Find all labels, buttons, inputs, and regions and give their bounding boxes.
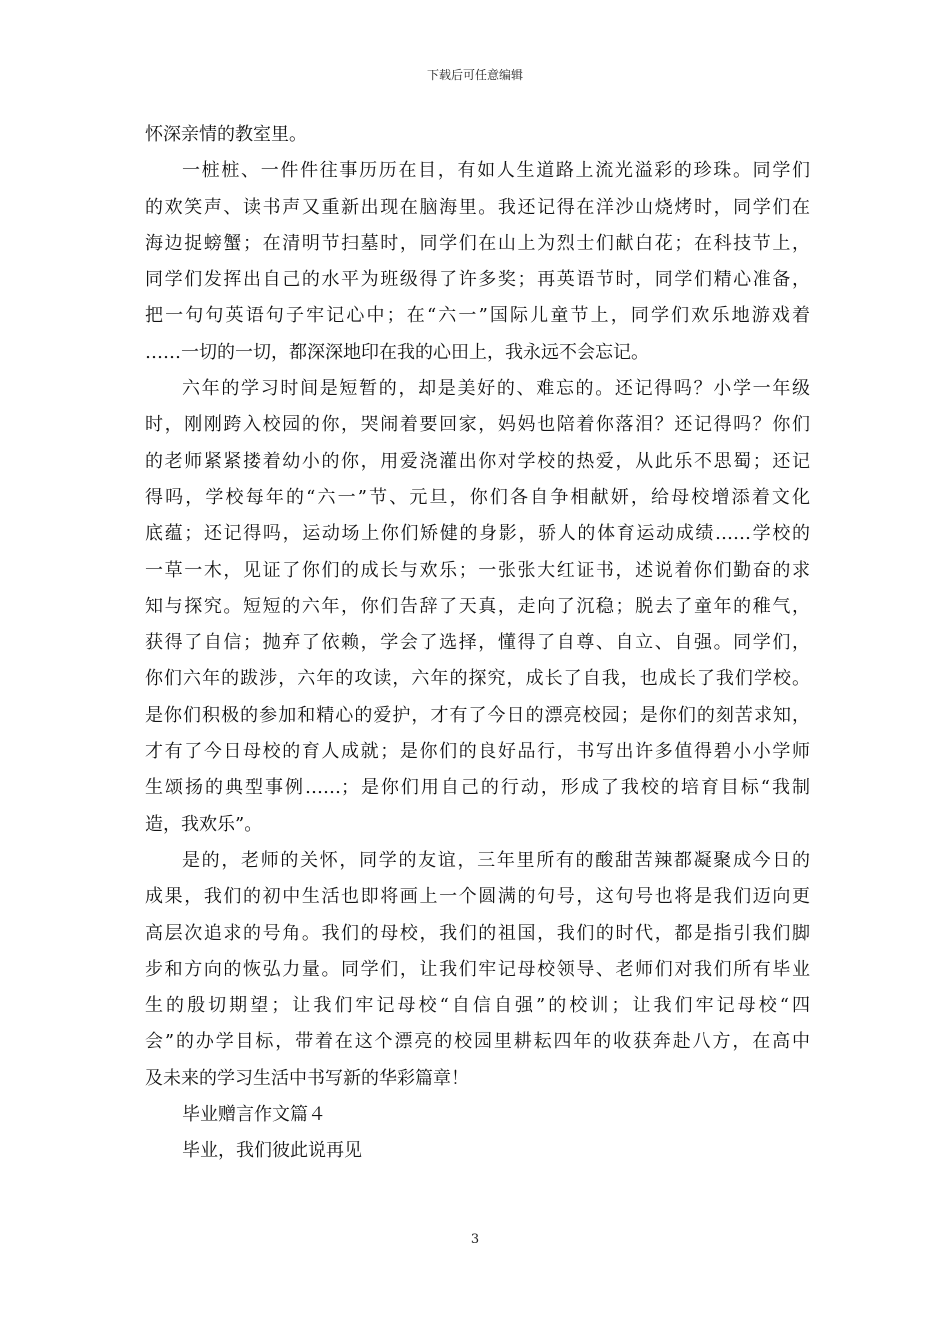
paragraph: [145, 153, 810, 371]
text-line: 把一句句英语句子牢记心中；在“六一”国际儿童节上，同学们欢乐地游戏着: [145, 305, 810, 327]
page-header: 下载后可任意编辑: [426, 68, 523, 82]
text-line: 会”的办学目标，带着在这个漂亮的校园里耕耘四年的收获奔赴八方，在高中: [145, 1031, 810, 1053]
text-line: 才有了今日母校的育人成就；是你们的良好品行，书写出许多值得碧小小学师: [145, 741, 810, 763]
paragraph: [145, 1133, 810, 1169]
text-line: 生颂扬的典型事例……；是你们用自己的行动，形成了我校的培育目标“我制: [145, 777, 810, 799]
text-line: 六年的学习时间是短暂的，却是美好的、难忘的。还记得吗？小学一年级: [182, 378, 810, 400]
text-line: 是你们积极的参加和精心的爱护，才有了今日的漂亮校园；是你们的刻苦求知，: [145, 704, 810, 726]
text-line: 是的，老师的关怀，同学的友谊，三年里所有的酸甜苦辣都凝聚成今日的: [182, 849, 810, 871]
text-line: 海边捉螃蟹；在清明节扫墓时，同学们在山上为烈士们献白花；在科技节上，: [145, 232, 810, 254]
text-line: 生的殷切期望；让我们牢记母校“自信自强”的校训；让我们牢记母校“四: [145, 995, 810, 1017]
text-line: 同学们发挥出自己的水平为班级得了许多奖；再英语节时，同学们精心准备，: [145, 269, 810, 291]
section-heading: [145, 1097, 810, 1133]
paragraph: [145, 843, 810, 1097]
text-line: 获得了自信；抛弃了依赖，学会了选择，懂得了自尊、自立、自强。同学们，: [145, 632, 810, 654]
text-line: 造，我欢乐”。: [145, 813, 263, 835]
document-body: [145, 117, 810, 1170]
text-line: 底蕴；还记得吗，运动场上你们矫健的身影，骄人的体育运动成绩……学校的: [145, 523, 810, 545]
text-line: 一桩桩、一件件往事历历在目，有如人生道路上流光溢彩的珍珠。同学们: [182, 160, 810, 182]
text-line: 得吗，学校每年的“六一”节、元旦，你们各自争相献妍，给母校增添着文化: [145, 486, 810, 508]
text-line: 怀深亲情的教室里。: [145, 124, 307, 145]
paragraph: [145, 371, 810, 843]
text-line: 时，刚刚跨入校园的你，哭闹着要回家，妈妈也陪着你落泪？还记得吗？你们: [145, 414, 810, 436]
text-line: 一草一木，见证了你们的成长与欢乐；一张张大红证书，述说着你们勤奋的求: [145, 559, 810, 581]
text-line: 及未来的学习生活中书写新的华彩篇章！: [145, 1067, 469, 1089]
text-line: 步和方向的恢弘力量。同学们，让我们牢记母校领导、老师们对我们所有毕业: [145, 958, 810, 980]
text-line: 的老师紧紧搂着幼小的你，用爱浇灌出你对学校的热爱，从此乐不思蜀；还记: [145, 450, 810, 472]
text-line: 毕业，我们彼此说再见: [182, 1140, 362, 1162]
text-line: 高层次追求的号角。我们的母校，我们的祖国，我们的时代，都是指引我们脚: [145, 922, 810, 944]
text-line: 你们六年的跋涉，六年的攻读，六年的探究，成长了自我，也成长了我们学校。: [145, 668, 810, 690]
text-line: 成果，我们的初中生活也即将画上一个圆满的句号，这句号也将是我们迈向更: [145, 886, 810, 908]
text-line: 的欢笑声、读书声又重新出现在脑海里。我还记得在洋沙山烧烤时，同学们在: [145, 196, 810, 218]
paragraph: [145, 117, 810, 153]
text-line: ……一切的一切，都深深地印在我的心田上，我永远不会忘记。: [145, 341, 649, 363]
page-number: 3: [470, 1232, 480, 1247]
text-line: 毕业赠言作文篇４: [182, 1104, 326, 1126]
text-line: 知与探究。短短的六年，你们告辞了天真，走向了沉稳；脱去了童年的稚气，: [145, 595, 810, 617]
